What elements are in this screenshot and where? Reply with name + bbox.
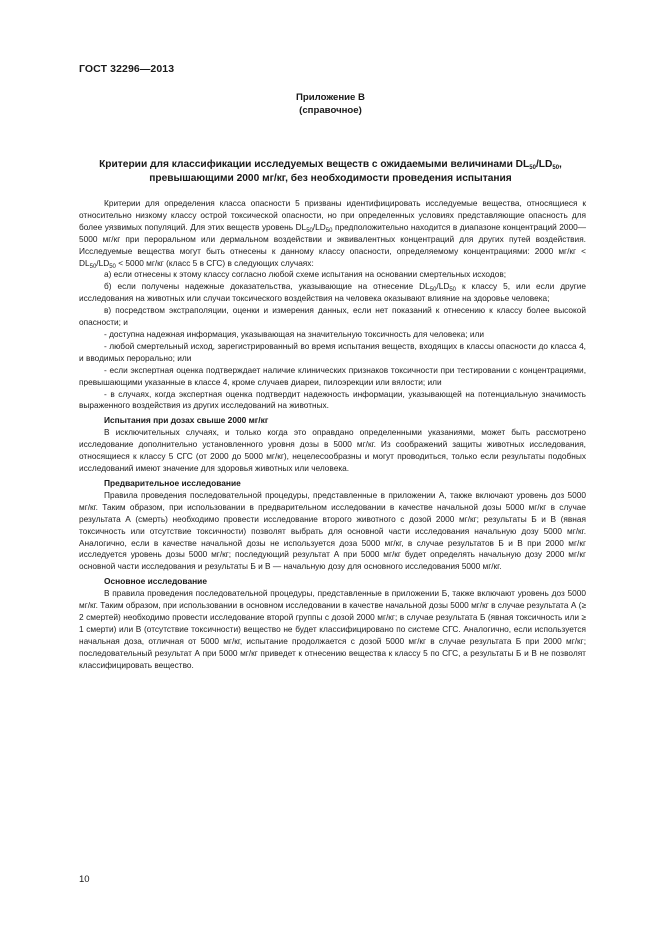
section-paragraph-preliminary: Правила проведения последовательной процедуры, представленные в приложении А, также включают уровень доз 5000 мг/кг. Таким образом, при использовании в предварительном исследовании в качестве начальной дозы 5000 мг/кг в случае результата А (смерть) необходимо провести исследование второго животного с дозой 2000 мг/кг; результаты Б и В (явная токсичность или отсутствие токсичности) позволят выбрать для основной части исследования начальную дозу 5000 мг/кг. Аналогично, если в качестве начальной дозы не используется доза 5000 мг/кг, в случае результатов Б и В при 2000 мг/кг исследуется уровень дозы 5000 мг/кг; последующий результат А при 5000 мг/кг будет определять начальную дозу 2000 мг/кг основной части исследования и результаты Б и В — начальную дозу для основного исследования 5000 мг/кг.	[79, 489, 586, 572]
list-item-b: б) если получены надежные доказательства, указывающие на отнесение $DL_{50}/LD_{50}$ к классу 5, или если другие исследования на животных или случаи токсического воздействия на человека оказывают влияние на здоровье человека;	[79, 281, 587, 304]
dash-item: - в случаях, когда экспертная оценка подтвердит надежность информации, указывающей на потенциальную значимость выраженного воздействия из других исследований на животных.	[79, 388, 586, 411]
appendix-title: Приложение В	[296, 92, 365, 103]
list-item-a: а) если отнесены к этому классу согласно любой схеме испытания на основании смертельных исходов;	[104, 269, 507, 280]
dash-item: - если экспертная оценка подтверждает наличие клинических признаков токсичности при тестировании с концентрациями, превышающими указанные в классе 4, кроме случаев диареи, пилоэрекции или вялости; или	[79, 364, 586, 387]
section-title: Критерии для классификации исследуемых веществ с ожидаемыми величинами $DL_{50}/LD_{50}$, превышающими 2000 мг/кг, без необходимости проведения испытания	[99, 159, 562, 184]
page-number: 10	[79, 874, 90, 885]
section-paragraph-high-dose: В исключительных случаях, и только когда это оправдано определенными указаниями, может быть рассмотрено исследование дополнительно установленного уровня дозы в 5000 мг/кг. Из соображений защиты животных исследования, относящиеся к классу 5 СГС (от 2000 до 5000 мг/кг), нецелесообразны и могут проводиться, только если результаты подобных исследований имеют значение для здоровья животных или человека.	[79, 427, 586, 474]
section-heading-preliminary: Предварительное исследование	[104, 477, 241, 488]
intro-paragraph: Критерии для определения класса опасности 5 призваны идентифицировать исследуемые вещества, относящиеся к относительно низкому классу острой токсической опасности, но при определенных условиях представляющие опасность для более уязвимых популяций. Для этих веществ уровень $DL_{50}/LD_{50}$ предположительно находится в диапазоне концентраций 2000—5000 мг/кг при пероральном или дермальном воздействии и эквивалентных концентраций для других путей воздействия. Исследуемые вещества могут быть отнесены к данному классу опасности, определяемому концентрациями: 2000 $мг/кг < DL_{50}/LD_{50} < 5000$ мг/кг (класс 5 в СГС) в следующих случаях:	[79, 198, 586, 270]
dash-item: - доступна надежная информация, указывающая на значительную токсичность для человека; или	[104, 328, 484, 339]
dash-item: - любой смертельный исход, зарегистрированный во время испытания веществ, входящих в классы опасности до класса 4, и вводимых перорально; или	[79, 340, 586, 363]
standard-header: ГОСТ 32296—2013	[79, 63, 175, 75]
section-heading-main: Основное исследование	[104, 576, 207, 587]
appendix-heading	[0, 91, 661, 117]
list-item-c: в) посредством экстраполяции, оценки и измерения данных, если нет показаний к отнесению к классу более высокой опасности; и	[79, 305, 586, 328]
section-heading-high-dose: Испытания при дозах свыше 2000 мг/кг	[104, 415, 269, 426]
section-paragraph-main: В правила проведения последовательной процедуры, представленные в приложении Б, также включают уровень доз 5000 мг/кг. Таким образом, при использовании в основном исследовании в качестве начальной дозы 5000 мг/кг в случае результата А (≥ 2 смертей) необходимо провести исследование второй группы с дозой 2000 мг/кг; в случае результата Б (явная токсичность или ≥ 1 смерти) или В (отсутствие токсичности) вещество не будет классифицировано по системе СГС. Аналогично, если используется начальная доза, отличная от 5000 мг/кг, испытание продолжается с дозой 5000 мг/кг в случае результата Б при 2000 мг/кг; последовательный результат А при 5000 мг/кг приведет к отнесению вещества к классу 5 по СГС, а результаты Б и В не позволят классифицировать вещество.	[79, 588, 586, 670]
appendix-subtitle: (справочное)	[299, 105, 362, 116]
body-text	[79, 198, 586, 672]
